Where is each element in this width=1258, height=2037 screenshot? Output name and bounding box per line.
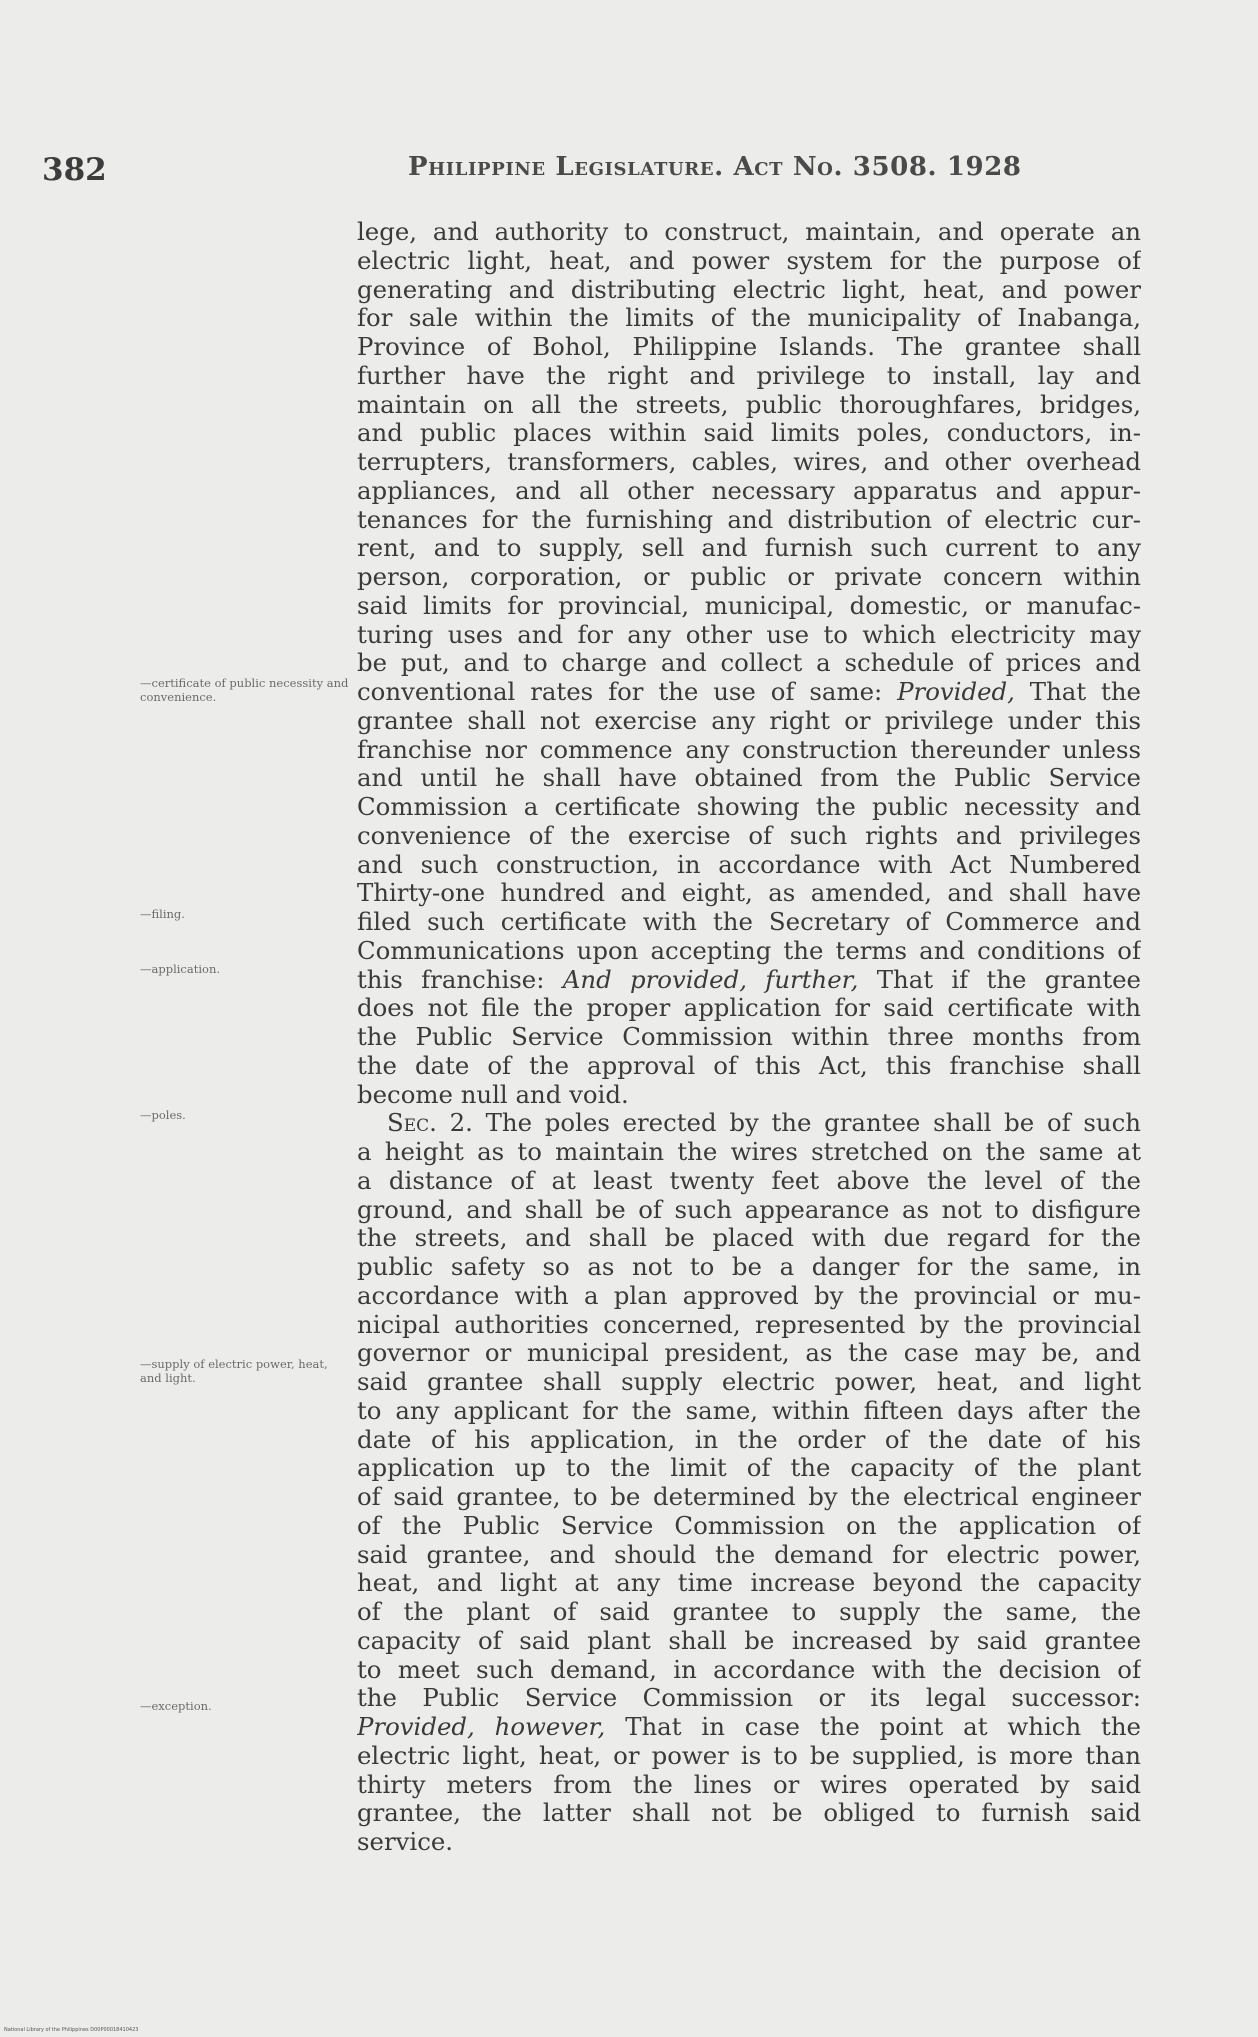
provided-further-italic: And provided, further, <box>562 965 859 994</box>
text-line: turing uses and for any other use to which electricity may <box>357 620 1141 649</box>
text-line: rent, and to supply, sell and furnish such current to any <box>357 534 1141 563</box>
text-line: for sale within the limits of the municipality of Inabanga, <box>357 304 1141 333</box>
text-line: capacity of said plant shall be increased by said grantee <box>357 1626 1141 1655</box>
text-line: of said grantee, to be determined by the electrical engineer <box>357 1483 1141 1511</box>
text-line: and public places within said limits poles, conductors, in- <box>357 419 1141 448</box>
text-line-provided-however <box>357 1713 1141 1742</box>
text-line: Commission a certificate showing the public necessity and <box>357 793 1141 821</box>
text-segment: conventional rates for the use of same: <box>357 678 883 706</box>
text-line: person, corporation, or public or private concern within <box>357 563 1141 591</box>
text-line-provided <box>357 678 1141 707</box>
page-number: 382 <box>42 152 107 188</box>
text-line: of the plant of said grantee to supply the same, the <box>357 1598 1141 1626</box>
text-line: Province of Bohol, Philippine Islands. The grantee shall <box>357 333 1141 361</box>
text-segment: That in case the point at which the <box>625 1713 1141 1741</box>
margin-note-application: —application. <box>140 962 221 976</box>
text-line: governor or municipal president, as the case may be, and <box>357 1339 1141 1368</box>
text-line: service. <box>357 1828 454 1856</box>
text-line: tenances for the furnishing and distribution of electric cur- <box>357 505 1141 534</box>
text-line: franchise nor commence any construction thereunder unless <box>357 735 1141 764</box>
margin-note-exception: —exception. <box>140 1699 212 1713</box>
margin-note-certificate: —certificate of public necessity and convenience. <box>140 676 349 704</box>
text-line: Communications upon accepting the terms and conditions of <box>357 936 1141 965</box>
text-line: said grantee, and should the demand for electric power, <box>357 1540 1141 1569</box>
margin-note-supply: —supply of electric power, heat, and light. <box>140 1357 328 1385</box>
text-line: of the Public Service Commission on the application of <box>357 1511 1141 1540</box>
provided-however-italic: Provided, however, <box>357 1713 606 1741</box>
text-segment: The poles erected by the grantee shall be of such <box>485 1109 1141 1138</box>
text-line: does not file the proper application for said certificate with <box>357 994 1141 1023</box>
text-line: the streets, and shall be placed with due regard for the <box>357 1224 1141 1253</box>
text-line: electric light, heat, and power system for the purpose of <box>357 246 1141 275</box>
text-line: be put, and to charge and collect a schedule of prices and <box>357 649 1141 678</box>
text-line: maintain on all the streets, public thoroughfares, bridges, <box>357 390 1141 419</box>
text-line: nicipal authorities concerned, represented by the provincial <box>357 1310 1141 1339</box>
text-line: said limits for provincial, municipal, domestic, or manufac- <box>357 591 1141 620</box>
text-line: date of his application, in the order of the date of his <box>357 1425 1141 1454</box>
text-line: and until he shall have obtained from the Public Service <box>357 764 1141 793</box>
text-line: the Public Service Commission or its legal successor: <box>357 1684 1141 1713</box>
text-line: appliances, and all other necessary apparatus and appur- <box>357 476 1141 505</box>
text-line: Thirty-one hundred and eight, as amended, and shall have <box>357 879 1141 908</box>
text-line: generating and distributing electric light, heat, and power <box>357 275 1141 304</box>
text-line: grantee, the latter shall not be obliged to furnish said <box>357 1799 1141 1828</box>
text-line: convenience of the exercise of such rights and privileges <box>357 821 1141 850</box>
text-line: application up to the limit of the capacity of the plant <box>357 1454 1141 1483</box>
section-label: Sec. 2. <box>387 1109 473 1138</box>
text-line: the date of the approval of this Act, this franchise shall <box>357 1051 1141 1080</box>
text-segment: That if the grantee <box>876 965 1141 994</box>
text-line: ground, and shall be of such appearance as not to disfigure <box>357 1195 1141 1224</box>
text-line: grantee shall not exercise any right or privilege under this <box>357 706 1141 735</box>
text-line: become null and void. <box>357 1080 629 1109</box>
text-line: heat, and light at any time increase beyond the capacity <box>357 1569 1141 1598</box>
text-line: electric light, heat, or power is to be supplied, is more than <box>357 1741 1141 1770</box>
footer-scan-info: National Library of the Philippines D00P00018410423 <box>4 2027 139 2033</box>
running-head: Philippine Legislature. Act No. 3508. 1928 <box>408 152 1022 182</box>
section-2-line <box>357 1109 1141 1138</box>
text-line: public safety so as not to be a danger for the same, in <box>357 1253 1141 1281</box>
provided-italic: Provided, <box>897 678 1015 706</box>
text-line: said grantee shall supply electric power, heat, and light <box>357 1368 1141 1396</box>
text-line: lege, and authority to construct, maintain, and operate an <box>357 218 1141 246</box>
margin-note-poles: —poles. <box>140 1108 186 1122</box>
text-line: accordance with a plan approved by the provincial or mu- <box>357 1281 1141 1310</box>
text-line: to any applicant for the same, within fifteen days after the <box>357 1396 1141 1425</box>
margin-note-filing: —filing. <box>140 907 185 921</box>
text-line-provided-further <box>357 966 1141 995</box>
text-line: thirty meters from the lines or wires operated by said <box>357 1770 1141 1799</box>
text-line: a distance of at least twenty feet above the level of the <box>357 1166 1141 1195</box>
text-line: filed such certificate with the Secretary of Commerce and <box>357 908 1141 936</box>
text-line: a height as to maintain the wires stretched on the same at <box>357 1138 1141 1166</box>
body-text <box>357 218 1141 1857</box>
text-line: to meet such demand, in accordance with the decision of <box>357 1655 1141 1684</box>
text-line: further have the right and privilege to install, lay and <box>357 361 1141 390</box>
text-segment: this franchise: <box>357 965 545 994</box>
text-line: the Public Service Commission within three months from <box>357 1023 1141 1051</box>
text-line: and such construction, in accordance with Act Numbered <box>357 850 1141 879</box>
text-line: terrupters, transformers, cables, wires, and other overhead <box>357 448 1141 476</box>
text-segment: That the <box>1029 678 1141 706</box>
